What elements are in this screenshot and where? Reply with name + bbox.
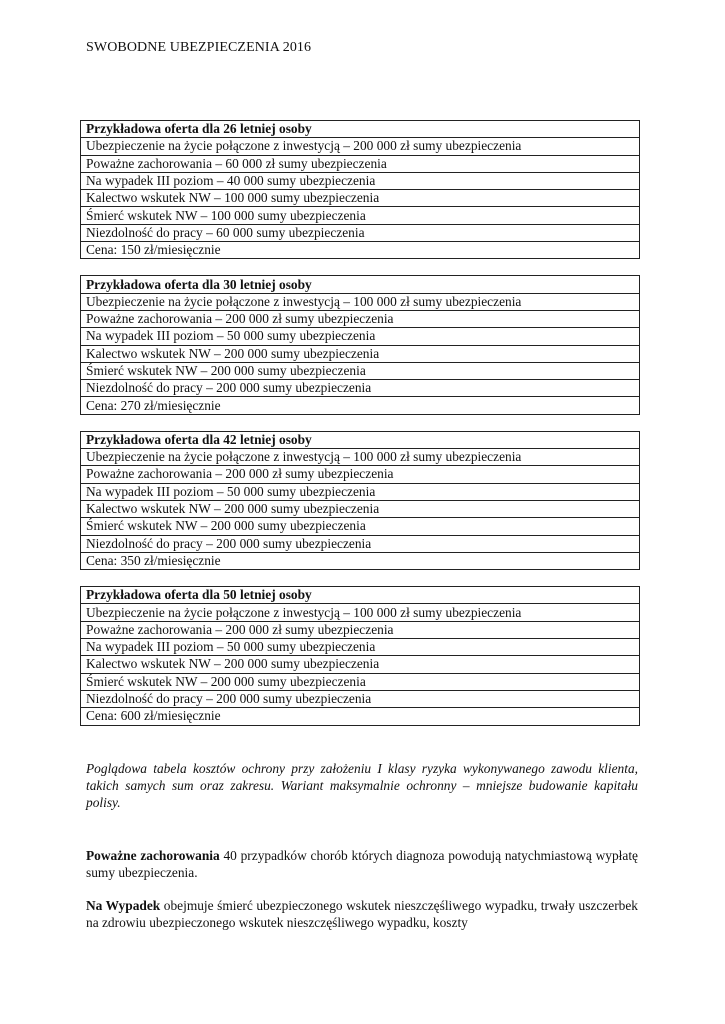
offer-row: [81, 172, 640, 189]
offer-row-text: Poważne zachorowania – 200 000 zł sumy ubezpieczenia: [81, 310, 640, 327]
offer-row: [81, 155, 640, 172]
offer-table-50: [80, 586, 640, 725]
offer-row-text: Poważne zachorowania – 200 000 zł sumy ubezpieczenia: [81, 621, 640, 638]
offer-row: [81, 362, 640, 379]
offer-row: [81, 673, 640, 690]
offer-row-text: Na wypadek III poziom – 40 000 sumy ubezpieczenia: [81, 172, 640, 189]
offer-table-30: [80, 275, 640, 414]
offer-row-text: Kalectwo wskutek NW – 100 000 sumy ubezpieczenia: [81, 190, 640, 207]
definition-text: 40 przypadków chorób których diagnoza powodują natychmiastową wypłatę sumy ubezpieczenia.: [86, 848, 638, 880]
offer-row: [81, 466, 640, 483]
definition-term: Na Wypadek: [86, 898, 161, 913]
offer-price: Cena: 350 zł/miesięcznie: [81, 552, 640, 569]
definition-term: Poważne zachorowania: [86, 848, 220, 863]
offer-row-text: Ubezpieczenie na życie połączone z inwestycją – 100 000 zł sumy ubezpieczenia: [81, 293, 640, 310]
offer-row: [81, 483, 640, 500]
offer-row-text: Śmierć wskutek NW – 200 000 sumy ubezpieczenia: [81, 518, 640, 535]
offer-row-text: Na wypadek III poziom – 50 000 sumy ubezpieczenia: [81, 483, 640, 500]
offer-row: [81, 345, 640, 362]
cost-note: Poglądowa tabela kosztów ochrony przy założeniu I klasy ryzyka wykonywanego zawodu klienta, takich samych sum oraz zakresu. Wariant maksymalnie ochronny – mniejsze budowanie kapitału polisy.: [86, 761, 638, 810]
offer-row-text: Kalectwo wskutek NW – 200 000 sumy ubezpieczenia: [81, 500, 640, 517]
offer-price-row: [81, 397, 640, 414]
offer-price: Cena: 270 zł/miesięcznie: [81, 397, 640, 414]
offer-row: [81, 604, 640, 621]
offer-row: [81, 380, 640, 397]
offer-title-row: [81, 121, 640, 138]
offer-title: Przykładowa oferta dla 42 letniej osoby: [81, 431, 640, 448]
offer-row-text: Niezdolność do pracy – 200 000 sumy ubezpieczenia: [81, 535, 640, 552]
definition-accident: [86, 897, 638, 931]
definition-serious-illness: [86, 847, 638, 881]
offer-row: [81, 656, 640, 673]
offer-title: Przykładowa oferta dla 50 letniej osoby: [81, 587, 640, 604]
offer-row-text: Poważne zachorowania – 60 000 zł sumy ubezpieczenia: [81, 155, 640, 172]
offer-row: [81, 518, 640, 535]
offer-row-text: Kalectwo wskutek NW – 200 000 sumy ubezpieczenia: [81, 345, 640, 362]
offer-row: [81, 138, 640, 155]
offer-row-text: Ubezpieczenie na życie połączone z inwestycją – 100 000 zł sumy ubezpieczenia: [81, 604, 640, 621]
offer-price: Cena: 150 zł/miesięcznie: [81, 242, 640, 259]
offer-row: [81, 690, 640, 707]
offer-row-text: Śmierć wskutek NW – 200 000 sumy ubezpieczenia: [81, 362, 640, 379]
offer-table-26: [80, 120, 640, 259]
offer-row: [81, 207, 640, 224]
offer-row: [81, 639, 640, 656]
offer-title: Przykładowa oferta dla 30 letniej osoby: [81, 276, 640, 293]
offer-price: Cena: 600 zł/miesięcznie: [81, 708, 640, 725]
offer-price-row: [81, 242, 640, 259]
offer-row: [81, 328, 640, 345]
definition-text: obejmuje śmierć ubezpieczonego wskutek nieszczęśliwego wypadku, trwały uszczerbek na zdrowiu ubezpieczonego wskutek nieszczęśliwego wypadku, koszty: [86, 898, 638, 930]
offer-row: [81, 621, 640, 638]
offer-row-text: Niezdolność do pracy – 200 000 sumy ubezpieczenia: [81, 690, 640, 707]
offers-container: [80, 120, 640, 742]
offer-title-row: [81, 587, 640, 604]
offer-title: Przykładowa oferta dla 26 letniej osoby: [81, 121, 640, 138]
offer-row-text: Niezdolność do pracy – 200 000 sumy ubezpieczenia: [81, 380, 640, 397]
offer-row: [81, 500, 640, 517]
offer-row: [81, 310, 640, 327]
offer-table-42: [80, 431, 640, 570]
offer-row-text: Niezdolność do pracy – 60 000 sumy ubezpieczenia: [81, 224, 640, 241]
offer-row-text: Śmierć wskutek NW – 100 000 sumy ubezpieczenia: [81, 207, 640, 224]
offer-row-text: Ubezpieczenie na życie połączone z inwestycją – 100 000 zł sumy ubezpieczenia: [81, 449, 640, 466]
offer-row-text: Na wypadek III poziom – 50 000 sumy ubezpieczenia: [81, 639, 640, 656]
offer-row: [81, 449, 640, 466]
offer-row-text: Śmierć wskutek NW – 200 000 sumy ubezpieczenia: [81, 673, 640, 690]
offer-title-row: [81, 431, 640, 448]
offer-row: [81, 293, 640, 310]
offer-row-text: Na wypadek III poziom – 50 000 sumy ubezpieczenia: [81, 328, 640, 345]
offer-row-text: Kalectwo wskutek NW – 200 000 sumy ubezpieczenia: [81, 656, 640, 673]
offer-row: [81, 190, 640, 207]
offer-row-text: Ubezpieczenie na życie połączone z inwestycją – 200 000 zł sumy ubezpieczenia: [81, 138, 640, 155]
offer-row: [81, 224, 640, 241]
offer-price-row: [81, 552, 640, 569]
offer-title-row: [81, 276, 640, 293]
offer-row-text: Poważne zachorowania – 200 000 zł sumy ubezpieczenia: [81, 466, 640, 483]
offer-row: [81, 535, 640, 552]
offer-price-row: [81, 708, 640, 725]
page-header: SWOBODNE UBEZPIECZENIA 2016: [86, 40, 312, 55]
